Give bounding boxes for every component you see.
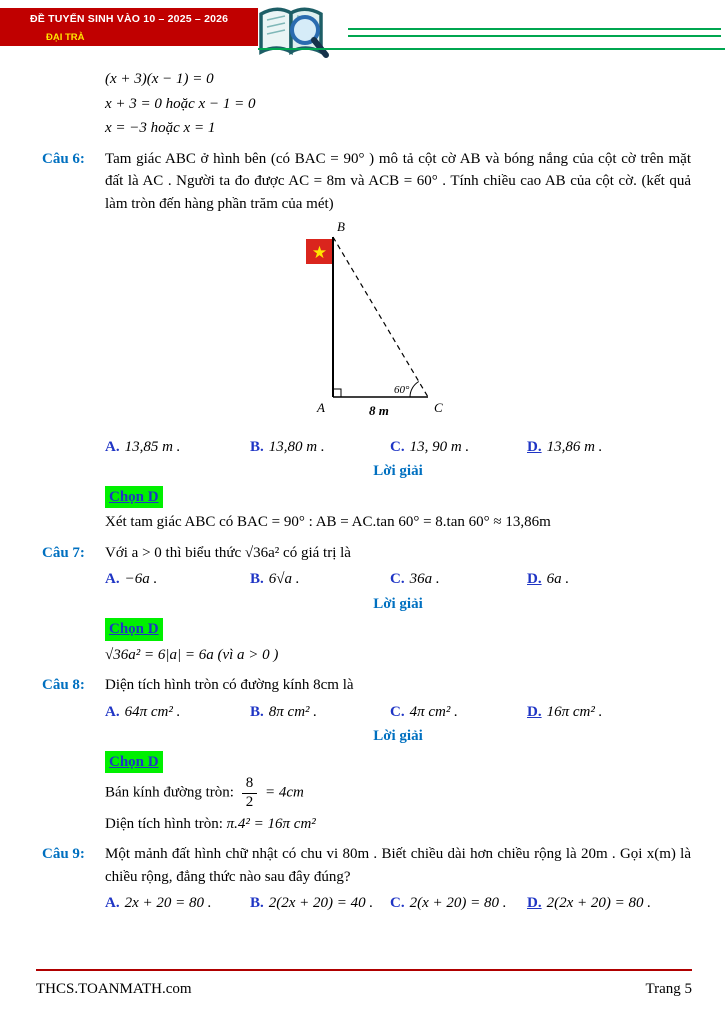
option-a: A. 13,85 m . — [105, 438, 181, 455]
hypotenuse-BC — [333, 237, 428, 397]
chosen-answer-badge: Chọn D — [105, 751, 163, 774]
option-c: C. 13, 90 m . — [390, 438, 470, 455]
answer-options — [105, 568, 691, 591]
angle-arc — [410, 382, 419, 398]
question-number: Câu 9: — [42, 846, 85, 862]
answer-options — [105, 436, 691, 459]
exam-title: ĐỀ TUYỂN SINH VÀO 10 – 2025 – 2026 — [30, 13, 229, 25]
question-number: Câu 8: — [42, 677, 85, 693]
question-text: Với a > 0 thì biểu thức √36a² có giá trị là — [105, 544, 351, 561]
vertex-B-label: B — [337, 219, 345, 234]
solution-area-line: Diện tích hình tròn: π.4² = 16π cm² — [105, 815, 316, 832]
option-c: C. 36a . — [390, 571, 440, 587]
question-7 — [42, 542, 691, 667]
option-d: D. 6a . — [527, 571, 570, 587]
solution-heading: Lời giải — [373, 595, 423, 612]
chosen-answer-badge: Chọn D — [105, 486, 163, 509]
base-length-label: 8 m — [369, 403, 389, 418]
header-green-line-top — [348, 28, 721, 30]
option-b: B. 13,80 m . — [250, 438, 325, 455]
header-green-line-middle — [348, 35, 721, 37]
option-d: D. 13,86 m . — [527, 438, 603, 455]
option-d: D. 2(2x + 20) = 80 . — [527, 895, 651, 911]
option-c: C. 2(x + 20) = 80 . — [390, 895, 507, 911]
angle-value-label: 60° — [394, 384, 410, 396]
option-b: B. 6√a . — [250, 571, 300, 587]
answer-options — [105, 892, 691, 915]
book-magnifier-logo-icon — [252, 2, 334, 72]
question-number: Câu 6: — [42, 150, 85, 167]
document-content — [0, 60, 725, 915]
option-d: D. 16π cm² . — [527, 703, 603, 720]
flagpole-figure — [105, 219, 651, 432]
solution-heading: Lời giải — [373, 728, 423, 744]
equation-line: x + 3 = 0 hoặc x − 1 = 0 — [105, 95, 256, 112]
vertex-A-label: A — [317, 400, 325, 415]
option-b: B. 2(2x + 20) = 40 . — [250, 895, 374, 911]
solution-line: √36a² = 6|a| = 6a (vì a > 0 ) — [105, 646, 279, 663]
header-green-line-bottom — [258, 48, 725, 50]
exam-banner — [0, 8, 258, 46]
solution-radius-line: Bán kính đường tròn: $\frac{8}{2}$ = 4cm — [105, 775, 304, 810]
exam-subtitle: ĐẠI TRÀ — [46, 31, 85, 43]
option-c: C. 4π cm² . — [390, 703, 458, 720]
solution-line: Xét tam giác ABC có BAC = 90° : AB = AC.tan 60° = 8.tan 60° ≈ 13,86m — [105, 514, 551, 530]
question-text: Tam giác ABC ở hình bên (có BAC = 90° ) mô tả cột cờ AB và bóng nắng của cột cờ trên mặt đất là AC . Người ta đo được AC = 8m và ACB = 60° . Tính chiều cao AB của cột cờ. (kết quả làm tròn đến hàng phần trăm của mét) — [105, 150, 691, 212]
option-a: A. 64π cm² . — [105, 703, 181, 720]
question-text: Diện tích hình tròn có đường kính 8cm là — [105, 677, 354, 693]
answer-options — [105, 701, 691, 724]
question-number: Câu 7: — [42, 544, 85, 561]
option-a: A. 2x + 20 = 80 . — [105, 895, 212, 911]
vertex-C-label: C — [434, 400, 443, 415]
equation-line: (x + 3)(x − 1) = 0 — [105, 71, 214, 87]
solution-heading: Lời giải — [373, 463, 423, 479]
right-angle-mark — [333, 389, 341, 397]
flag-star-icon: ★ — [311, 243, 328, 262]
question-9 — [42, 843, 691, 915]
fraction: $\frac{8}{2}$ — [242, 776, 258, 811]
question-6 — [42, 148, 691, 534]
footer-site: THCS.TOANMATH.com — [36, 980, 192, 997]
footer-page-number: Trang 5 — [645, 980, 692, 997]
option-a: A. −6a . — [105, 571, 158, 587]
question-text: Một mảnh đất hình chữ nhật có chu vi 80m . Biết chiều dài hơn chiều rộng là 20m . Gọi x(m) là chiều rộng, đẳng thức nào sau đây đúng? — [105, 846, 691, 885]
page-footer — [36, 969, 692, 1001]
option-b: B. 8π cm² . — [250, 703, 318, 720]
page-header — [0, 0, 725, 60]
equation-line: x = −3 hoặc x = 1 — [105, 120, 216, 136]
question-8 — [42, 674, 691, 835]
chosen-answer-badge: Chọn D — [105, 618, 163, 641]
